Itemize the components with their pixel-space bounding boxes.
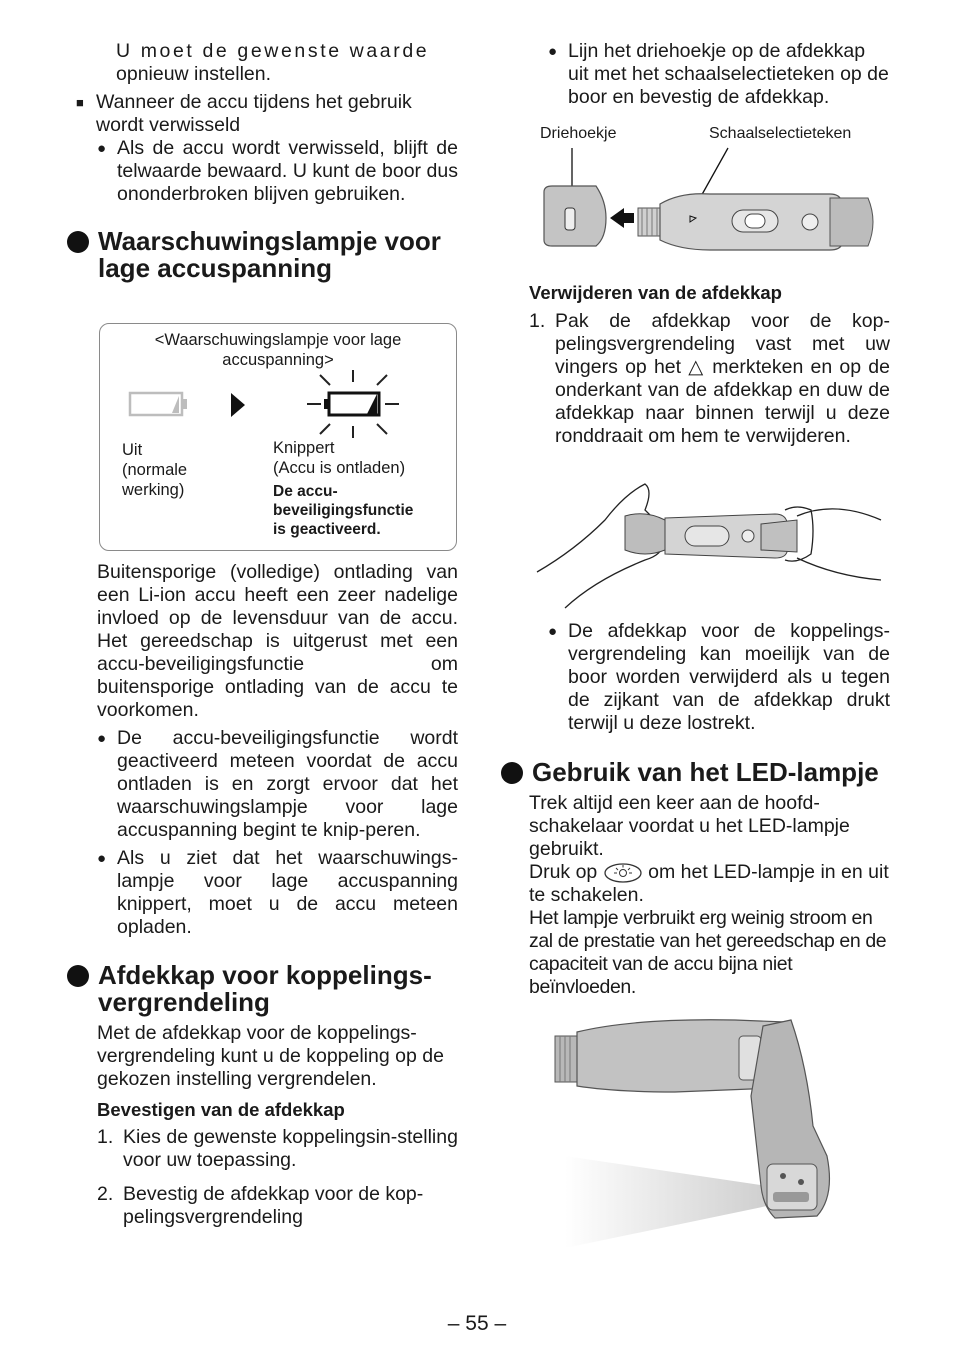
- bullet-1-text: De accu-beveiligingsfunctie wordt geactiveerd meteen voordat de accu ontladen is en zorgt ervoor dat het waarschuwingslampje voor lage accuspanning begint te knip-peren.: [117, 727, 458, 841]
- bullet-2: [76, 847, 458, 939]
- box-title: <Waarschuwingslampje voor lage accuspanning>: [154, 331, 402, 369]
- para-led-b-pre: Druk op: [529, 861, 598, 883]
- right-column-lower: [510, 620, 890, 999]
- intro-line-2: opnieuw instellen.: [116, 63, 272, 85]
- step-1-num: 1.: [97, 1126, 114, 1148]
- battery-blinking-icon: [305, 368, 405, 440]
- square-item: [76, 91, 458, 137]
- heading-low-battery: [76, 228, 458, 282]
- para-led-a: Trek altijd een keer aan de hoofd-schakelaar voordat u het LED-lampje gebruikt.: [529, 792, 850, 860]
- right-column: [510, 40, 890, 109]
- heading-dot-icon: [67, 231, 89, 253]
- para-led-b-post: om het LED-lampje in en uit te schakelen.: [529, 861, 889, 906]
- led-button-icon: [603, 862, 643, 884]
- box-left-label: Uit (normale werking): [122, 441, 188, 499]
- step-2-text: Bevestig de afdekkap voor de kop-pelingsvergrendeling: [123, 1183, 424, 1228]
- left-column-lower: [76, 561, 458, 1229]
- bullet-mid-text: De afdekkap voor de koppelings-vergrendeling kan moeilijk van de boor worden verwijderd als u tegen de zijkant van de afdekkap drukt terwijl u deze lostrekt.: [568, 620, 890, 734]
- intro-line-1: U moet de gewenste waarde: [116, 40, 430, 62]
- sub-remove: Verwijderen van de afdekkap: [529, 282, 782, 303]
- remove-cover-illustration: [535, 480, 885, 612]
- arrow-right-icon: [229, 393, 247, 417]
- left-column: [76, 40, 458, 282]
- bullet-top: [510, 40, 890, 109]
- page-number: – 55 –: [447, 1312, 507, 1335]
- heading-dot-icon: [501, 762, 523, 784]
- battery-empty-icon: [128, 391, 188, 419]
- right-column-mid: [510, 281, 890, 448]
- bullet-dot-icon: ●: [97, 730, 107, 747]
- square-item-text: Wanneer de accu tijdens het gebruik wordt verwisseld: [96, 91, 412, 136]
- sub-attach: Bevestigen van de afdekkap: [97, 1099, 345, 1120]
- square-sub-bullet-text: Als de accu wordt verwisseld, blijft de telwaarde bewaard. U kunt de boor dus ononderbroken blijven gebruiken.: [117, 137, 458, 205]
- box-right-bold: De accu- beveiligingsfunctie is geactiveerd.: [273, 483, 414, 538]
- fig-label-scale: Schaalselectieteken: [709, 125, 852, 142]
- para-clutch: Met de afdekkap voor de koppelings-vergrendeling kunt u de koppeling op de gekozen instelling vergrendelen.: [97, 1022, 444, 1090]
- para-discharge: Buitensporige (volledige) ontlading van een Li-ion accu heeft een zeer nadelige invloed op de levensduur van de accu. Het gereedschap is uitgerust met een accu-beveiligingsfunctie om buitensporige ontlading van de accu te voorkomen.: [97, 561, 458, 721]
- para-led-b: [510, 861, 890, 907]
- bullet-mid: [510, 620, 890, 735]
- step-1: [76, 1126, 458, 1172]
- step-1-text: Kies de gewenste koppelingsin-stelling voor uw toepassing.: [123, 1126, 458, 1171]
- drill-led-illustration: [555, 1006, 845, 1248]
- step-2: [76, 1183, 458, 1229]
- box-right-label: Knippert (Accu is ontladen): [273, 439, 406, 477]
- cover-attach-illustration: [540, 146, 880, 250]
- bullet-dot-icon: ●: [97, 140, 107, 157]
- bullet-dot-icon: ●: [97, 850, 107, 867]
- bullet-2-text: Als u ziet dat het waarschuwings-lampje voor lage accuspanning knippert, moet u de accu meteen opladen.: [117, 847, 458, 938]
- heading-led-text: Gebruik van het LED-lampje: [532, 757, 879, 787]
- heading-clutch-cover: [76, 962, 458, 1016]
- remove-step-num: 1.: [529, 310, 546, 332]
- heading-led: [510, 759, 890, 786]
- heading-clutch-cover-text: Afdekkap voor koppelings-vergrendeling: [98, 960, 432, 1017]
- fig-label-triangle: Driehoekje: [540, 125, 617, 142]
- bullet-top-text: Lijn het driehoekje op de afdekkap uit met het schaalselectieteken op de boor en bevestig de afdekkap.: [568, 40, 889, 108]
- para-led-c: Het lampje verbruikt erg weinig stroom en zal de prestatie van het gereedschap en de capaciteit van de accu bijna niet beïnvloeden.: [529, 907, 887, 998]
- step-2-num: 2.: [97, 1183, 114, 1205]
- remove-step-text: Pak de afdekkap voor de kop-pelingsvergrendeling vast met uw vingers op het △ merkteken en op de onderkant van de afdekkap en duw de afdekkap naar binnen terwijl u deze ronddraait om hem te verwijderen.: [555, 310, 890, 447]
- heading-low-battery-text: Waarschuwingslampje voor lage accuspanning: [98, 226, 441, 283]
- square-sub-bullet: [76, 137, 458, 206]
- remove-step-1: [510, 310, 890, 448]
- bullet-dot-icon: ●: [548, 43, 558, 60]
- bullet-dot-icon: ●: [548, 623, 558, 640]
- bullet-1: [76, 727, 458, 842]
- heading-dot-icon: [67, 965, 89, 987]
- square-bullet-icon: ■: [76, 95, 84, 110]
